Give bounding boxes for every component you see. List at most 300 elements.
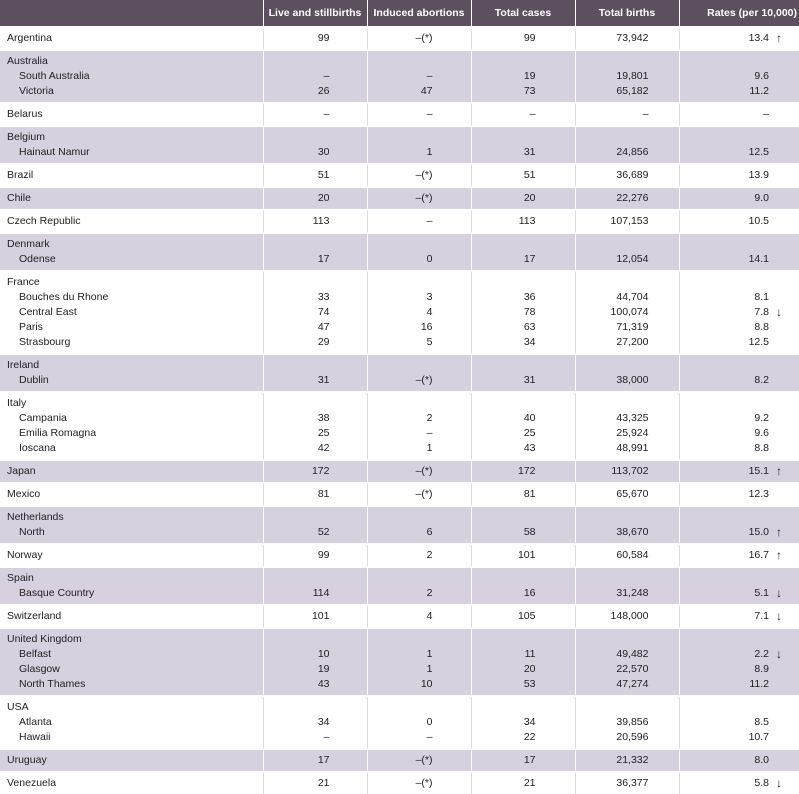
- total-cases-cell: [471, 567, 575, 605]
- trend-blank: [776, 69, 799, 84]
- trend-blank: [776, 632, 799, 647]
- cell-value: 16: [523, 587, 536, 599]
- cell-value: [576, 358, 649, 373]
- table-row: [0, 567, 799, 605]
- cell-value: –(*): [415, 32, 433, 44]
- cell-value: –(*): [415, 488, 433, 500]
- cell-value: [264, 396, 330, 411]
- country-name: Belarus: [7, 108, 43, 120]
- trend-blank: [776, 335, 799, 350]
- cell-value: 11.2: [749, 678, 769, 690]
- country-cell: [0, 271, 263, 354]
- total-births-cell: [575, 27, 679, 50]
- induced-abortions-cell: [367, 772, 471, 794]
- cell-value: 12.5: [748, 336, 769, 348]
- total-cases-cell: [471, 772, 575, 794]
- live-stillbirths-cell: [263, 483, 367, 506]
- header-row: [0, 0, 799, 27]
- country-cell: [0, 164, 263, 187]
- live-stillbirths-cell: [263, 506, 367, 544]
- cell-value: [472, 510, 536, 525]
- country-name: Uruguay: [7, 754, 47, 766]
- cell-value: –: [426, 215, 433, 227]
- trend-cell: [770, 567, 799, 605]
- cell-value: 1: [426, 648, 433, 660]
- live-stillbirths-cell: [263, 628, 367, 696]
- cell-value: –: [323, 731, 330, 743]
- trend-blank: [776, 168, 799, 183]
- country-name: Venezuela: [7, 777, 57, 789]
- cell-value: [680, 700, 770, 715]
- cell-value: 113,702: [611, 465, 649, 477]
- country-cell: [0, 772, 263, 794]
- live-stillbirths-cell: [263, 164, 367, 187]
- cell-value: 36: [523, 291, 536, 303]
- rate-cell: [679, 126, 770, 164]
- table-row: [0, 27, 799, 50]
- rate-cell: [679, 696, 770, 749]
- cell-value: –: [426, 427, 433, 439]
- table-row: [0, 544, 799, 567]
- arrow-down-icon: ↓: [776, 586, 782, 600]
- total-births-cell: [575, 187, 679, 210]
- live-stillbirths-cell: [263, 27, 367, 50]
- country-name: Australia: [7, 55, 48, 67]
- cell-value: 71,319: [616, 321, 649, 333]
- cell-value: 19: [523, 70, 536, 82]
- country-name: Argentina: [7, 32, 52, 44]
- country-cell: [0, 126, 263, 164]
- cell-value: 101: [311, 610, 330, 622]
- induced-abortions-cell: [367, 460, 471, 483]
- country-name: Brazil: [7, 169, 34, 181]
- cell-value: [472, 54, 536, 69]
- country-cell: [0, 605, 263, 628]
- cell-value: 0: [426, 716, 433, 728]
- cell-value: 20: [317, 192, 330, 204]
- total-cases-cell: [471, 50, 575, 103]
- arrow-down-icon: ↓: [776, 305, 782, 319]
- cell-value: [576, 237, 649, 252]
- live-stillbirths-cell: [263, 605, 367, 628]
- arrow-down-icon: ↓: [776, 647, 782, 661]
- total-cases-cell: [471, 187, 575, 210]
- total-cases-cell: [471, 126, 575, 164]
- cell-value: [368, 571, 433, 586]
- cell-value: 17: [317, 253, 330, 265]
- cell-value: 100,074: [610, 306, 649, 318]
- country-name: Italy: [7, 397, 27, 409]
- cell-value: 148,000: [610, 610, 649, 622]
- total-births-cell: [575, 392, 679, 460]
- cell-value: 19,801: [616, 70, 649, 82]
- country-name: Ireland: [7, 359, 40, 371]
- cell-value: 31: [523, 146, 536, 158]
- trend-cell: [770, 605, 799, 628]
- trend-cell: [770, 460, 799, 483]
- trend-cell: [770, 772, 799, 794]
- cell-value: 2: [426, 549, 433, 561]
- cell-value: [472, 275, 536, 290]
- cell-value: 31: [317, 374, 330, 386]
- region-name: Odense: [19, 253, 56, 265]
- induced-abortions-cell: [367, 187, 471, 210]
- cell-value: [472, 396, 536, 411]
- country-cell: [0, 460, 263, 483]
- rate-cell: [679, 392, 770, 460]
- trend-blank: [776, 715, 799, 730]
- cell-value: –: [323, 108, 330, 120]
- table-body: [0, 27, 799, 794]
- induced-abortions-cell: [367, 605, 471, 628]
- cell-value: 9.6: [754, 70, 769, 82]
- region-name: Hawaii: [19, 731, 51, 743]
- cell-value: 17: [317, 754, 330, 766]
- cell-value: 58: [523, 526, 536, 538]
- cell-value: 10: [317, 648, 330, 660]
- rate-cell: [679, 164, 770, 187]
- header-rates: Rates (per 10,000): [679, 0, 799, 27]
- cell-value: 73: [523, 85, 536, 97]
- induced-abortions-cell: [367, 567, 471, 605]
- live-stillbirths-cell: [263, 544, 367, 567]
- rate-cell: [679, 567, 770, 605]
- cell-value: [472, 358, 536, 373]
- live-stillbirths-cell: [263, 772, 367, 794]
- country-cell: [0, 354, 263, 392]
- cell-value: [680, 510, 770, 525]
- cell-value: [576, 700, 649, 715]
- rate-cell: [679, 50, 770, 103]
- cell-value: 42: [317, 442, 330, 454]
- cell-value: [264, 237, 330, 252]
- cell-value: [264, 571, 330, 586]
- induced-abortions-cell: [367, 233, 471, 271]
- cell-value: [472, 130, 536, 145]
- cell-value: 10: [420, 678, 433, 690]
- cell-value: 74: [317, 306, 330, 318]
- region-name: Glasgow: [19, 663, 60, 675]
- cell-value: 36,689: [616, 169, 649, 181]
- cell-value: 12,054: [616, 253, 649, 265]
- cell-value: 24,856: [616, 146, 649, 158]
- cell-value: 5.1: [754, 587, 769, 599]
- region-name: Dublin: [19, 374, 49, 386]
- cell-value: –: [763, 108, 769, 120]
- cell-value: 5: [426, 336, 433, 348]
- cell-value: 51: [317, 169, 330, 181]
- cell-value: [368, 54, 433, 69]
- cell-value: 20,596: [616, 731, 649, 743]
- rate-cell: [679, 103, 770, 126]
- cell-value: [368, 275, 433, 290]
- country-cell: [0, 187, 263, 210]
- cell-value: 1: [426, 146, 433, 158]
- country-cell: [0, 696, 263, 749]
- trend-cell: [770, 271, 799, 354]
- trend-blank: [776, 84, 799, 99]
- country-name: USA: [7, 701, 29, 713]
- total-cases-cell: [471, 749, 575, 772]
- cell-value: 51: [523, 169, 536, 181]
- trend-blank: [776, 700, 799, 715]
- rate-cell: [679, 628, 770, 696]
- cell-value: 25: [523, 427, 536, 439]
- cell-value: 47,274: [616, 678, 649, 690]
- cell-value: 36,377: [616, 777, 649, 789]
- total-cases-cell: [471, 544, 575, 567]
- live-stillbirths-cell: [263, 567, 367, 605]
- cell-value: 43,325: [616, 412, 649, 424]
- total-cases-cell: [471, 233, 575, 271]
- cell-value: 99: [317, 549, 330, 561]
- cell-value: –: [426, 731, 433, 743]
- trend-blank: [776, 130, 799, 145]
- table-row: [0, 628, 799, 696]
- cell-value: 38: [317, 412, 330, 424]
- cell-value: 9.6: [754, 427, 769, 439]
- cell-value: [576, 54, 649, 69]
- cell-value: 78: [523, 306, 536, 318]
- total-births-cell: [575, 749, 679, 772]
- cell-value: [264, 54, 330, 69]
- live-stillbirths-cell: [263, 749, 367, 772]
- cell-value: 101: [517, 549, 536, 561]
- country-name: Mexico: [7, 488, 41, 500]
- region-name: North Thames: [19, 678, 86, 690]
- country-name: Spain: [7, 572, 34, 584]
- cell-value: –: [529, 108, 536, 120]
- trend-blank: [776, 662, 799, 677]
- header-induced-abortions: Induced abortions: [367, 0, 471, 27]
- trend-blank: [776, 373, 799, 388]
- induced-abortions-cell: [367, 164, 471, 187]
- region-name: Atlanta: [19, 716, 52, 728]
- cell-value: 22: [523, 731, 536, 743]
- cell-value: 44,704: [616, 291, 649, 303]
- cell-value: 25,924: [616, 427, 649, 439]
- total-cases-cell: [471, 628, 575, 696]
- cell-value: 43: [317, 678, 330, 690]
- cell-value: 8.8: [754, 442, 769, 454]
- trend-blank: [776, 145, 799, 160]
- cell-value: 9.2: [754, 412, 769, 424]
- cell-value: [264, 358, 330, 373]
- induced-abortions-cell: [367, 27, 471, 50]
- cell-value: 11: [524, 648, 536, 660]
- rate-cell: [679, 271, 770, 354]
- induced-abortions-cell: [367, 50, 471, 103]
- cell-value: 81: [317, 488, 330, 500]
- table-row: [0, 696, 799, 749]
- table-row: [0, 271, 799, 354]
- country-name: Belgium: [7, 131, 45, 143]
- region-name: North: [19, 526, 45, 538]
- cell-value: 33: [317, 291, 330, 303]
- rate-cell: [679, 354, 770, 392]
- cell-value: 47: [317, 321, 330, 333]
- region-name: Belfast: [19, 648, 52, 660]
- trend-blank: [776, 358, 799, 373]
- cell-value: 114: [312, 587, 330, 599]
- total-births-cell: [575, 483, 679, 506]
- cell-value: 5.8: [754, 777, 769, 789]
- trend-cell: [770, 628, 799, 696]
- region-name: Paris: [19, 321, 43, 333]
- induced-abortions-cell: [367, 483, 471, 506]
- rate-cell: [679, 483, 770, 506]
- trend-cell: [770, 187, 799, 210]
- total-births-cell: [575, 460, 679, 483]
- cell-value: 7.1: [754, 610, 769, 622]
- cell-value: 29: [317, 336, 330, 348]
- total-births-cell: [575, 210, 679, 233]
- header-total-births: Total births: [575, 0, 679, 27]
- cell-value: 172: [311, 465, 330, 477]
- trend-blank: [776, 677, 799, 692]
- induced-abortions-cell: [367, 628, 471, 696]
- cell-value: 16.7: [748, 549, 769, 561]
- trend-cell: [770, 126, 799, 164]
- country-cell: [0, 50, 263, 103]
- trend-blank: [776, 290, 799, 305]
- cell-value: 38,670: [616, 526, 649, 538]
- cell-value: –(*): [415, 465, 433, 477]
- country-cell: [0, 483, 263, 506]
- table-row: [0, 483, 799, 506]
- cell-value: [368, 237, 433, 252]
- region-name: South Australia: [19, 70, 90, 82]
- table-row: [0, 354, 799, 392]
- country-name: Denmark: [7, 238, 50, 250]
- arrow-up-icon: ↑: [776, 525, 782, 539]
- total-births-cell: [575, 544, 679, 567]
- total-births-cell: [575, 506, 679, 544]
- cell-value: 9.0: [754, 192, 769, 204]
- cell-value: 27,200: [616, 336, 649, 348]
- region-name: Basque Country: [19, 587, 95, 599]
- cell-value: 113: [518, 215, 536, 227]
- trend-cell: [770, 103, 799, 126]
- trend-cell: [770, 27, 799, 50]
- trend-blank: [776, 275, 799, 290]
- total-births-cell: [575, 628, 679, 696]
- cell-value: [368, 130, 433, 145]
- induced-abortions-cell: [367, 271, 471, 354]
- cell-value: [368, 510, 433, 525]
- cell-value: –(*): [415, 169, 433, 181]
- cell-value: 20: [523, 663, 536, 675]
- cell-value: [368, 358, 433, 373]
- cell-value: 73,942: [616, 32, 649, 44]
- cell-value: –(*): [415, 777, 433, 789]
- region-name: Victoria: [19, 85, 54, 97]
- cell-value: 30: [317, 146, 330, 158]
- total-births-cell: [575, 164, 679, 187]
- live-stillbirths-cell: [263, 460, 367, 483]
- total-cases-cell: [471, 605, 575, 628]
- cell-value: 7.8: [754, 306, 769, 318]
- live-stillbirths-cell: [263, 126, 367, 164]
- cell-value: [264, 130, 330, 145]
- total-cases-cell: [471, 103, 575, 126]
- table-row: [0, 164, 799, 187]
- total-births-cell: [575, 696, 679, 749]
- cell-value: 34: [317, 716, 330, 728]
- country-name: Chile: [7, 192, 31, 204]
- cell-value: [680, 54, 770, 69]
- header-country: [0, 0, 263, 27]
- trend-cell: [770, 354, 799, 392]
- cell-value: 38,000: [616, 374, 649, 386]
- cell-value: 15.1: [748, 465, 769, 477]
- trend-cell: [770, 506, 799, 544]
- table-row: [0, 605, 799, 628]
- country-name: France: [7, 276, 40, 288]
- table-row: [0, 103, 799, 126]
- cell-value: [368, 632, 433, 647]
- table-row: [0, 187, 799, 210]
- cell-value: 16: [420, 321, 433, 333]
- cell-value: [264, 632, 330, 647]
- induced-abortions-cell: [367, 544, 471, 567]
- total-cases-cell: [471, 696, 575, 749]
- cell-value: [680, 396, 770, 411]
- trend-blank: [776, 237, 799, 252]
- cell-value: 8.9: [754, 663, 769, 675]
- region-name: Bouches du Rhone: [19, 291, 109, 303]
- induced-abortions-cell: [367, 696, 471, 749]
- table-row: [0, 233, 799, 271]
- table-row: [0, 460, 799, 483]
- cell-value: 60,584: [616, 549, 649, 561]
- cell-value: [264, 700, 330, 715]
- rate-cell: [679, 506, 770, 544]
- induced-abortions-cell: [367, 210, 471, 233]
- trend-blank: [776, 730, 799, 745]
- cell-value: [680, 275, 770, 290]
- cell-value: 65,670: [616, 488, 649, 500]
- cell-value: 19: [317, 663, 330, 675]
- cell-value: 12.5: [748, 146, 769, 158]
- country-cell: [0, 567, 263, 605]
- total-cases-cell: [471, 460, 575, 483]
- cell-value: [576, 130, 649, 145]
- cell-value: 13.9: [748, 169, 769, 181]
- cell-value: 3: [426, 291, 433, 303]
- total-births-cell: [575, 50, 679, 103]
- total-cases-cell: [471, 27, 575, 50]
- trend-blank: [776, 252, 799, 267]
- live-stillbirths-cell: [263, 696, 367, 749]
- cell-value: [680, 358, 770, 373]
- cell-value: [576, 632, 649, 647]
- rate-cell: [679, 187, 770, 210]
- induced-abortions-cell: [367, 392, 471, 460]
- cell-value: 8.0: [754, 754, 769, 766]
- cell-value: 22,570: [616, 663, 649, 675]
- cell-value: 17: [523, 253, 536, 265]
- trend-blank: [776, 54, 799, 69]
- header-total-cases: Total cases: [471, 0, 575, 27]
- arrow-up-icon: ↑: [776, 548, 782, 562]
- cell-value: 25: [317, 427, 330, 439]
- cell-value: 2: [426, 587, 433, 599]
- country-name: Czech Republic: [7, 215, 81, 227]
- table-row: [0, 506, 799, 544]
- country-cell: [0, 27, 263, 50]
- total-births-cell: [575, 772, 679, 794]
